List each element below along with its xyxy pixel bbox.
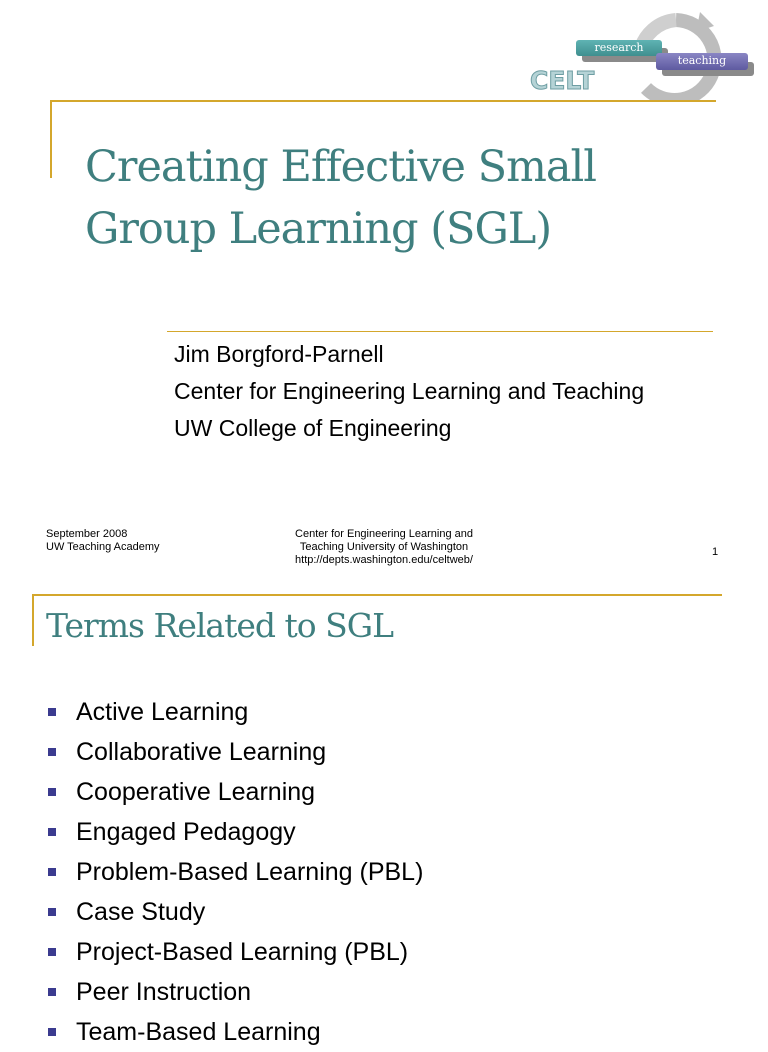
list-item	[48, 852, 423, 892]
term-label: Collaborative Learning	[76, 738, 327, 766]
square-bullet-icon	[48, 1028, 56, 1036]
slide-title	[85, 136, 705, 260]
footer-date: September 2008	[46, 528, 128, 540]
term-label: Active Learning	[76, 698, 249, 726]
footer-org-line-1: Center for Engineering Learning and	[295, 528, 473, 540]
teaching-tag: teaching	[656, 53, 748, 70]
footer-event: UW Teaching Academy	[46, 541, 160, 553]
list-item	[48, 932, 423, 972]
list-item	[48, 892, 423, 932]
terms-list	[48, 692, 423, 1052]
square-bullet-icon	[48, 788, 56, 796]
footer-url: http://depts.washington.edu/celtweb/	[295, 554, 473, 566]
term-label: Case Study	[76, 898, 206, 926]
square-bullet-icon	[48, 748, 56, 756]
author-name: Jim Borgford-Parnell	[174, 341, 384, 367]
logo-wordmark: CELT	[530, 66, 595, 95]
footer-left	[46, 528, 160, 554]
footer-center	[284, 528, 484, 567]
term-label: Engaged Pedagogy	[76, 818, 296, 846]
square-bullet-icon	[48, 708, 56, 716]
slide2-left-rule	[32, 594, 34, 646]
list-item	[48, 812, 423, 852]
slide-2	[0, 580, 768, 1046]
footer-org-line-2: Teaching University of Washington	[299, 541, 469, 553]
affiliation-college: UW College of Engineering	[174, 415, 452, 441]
square-bullet-icon	[48, 868, 56, 876]
list-item	[48, 972, 423, 1012]
slide2-top-rule	[32, 594, 722, 596]
square-bullet-icon	[48, 828, 56, 836]
term-label: Problem-Based Learning (PBL)	[76, 858, 424, 886]
list-item	[48, 1012, 423, 1052]
title-left-rule	[50, 100, 52, 178]
affiliation-center: Center for Engineering Learning and Teaching	[174, 378, 645, 404]
title-line-2: Group Learning (SGL)	[85, 204, 552, 254]
author-block	[174, 336, 644, 447]
title-top-rule	[50, 100, 716, 102]
title-line-1: Creating Effective Small	[85, 142, 597, 192]
term-label: Peer Instruction	[76, 978, 252, 1006]
term-label: Team-Based Learning	[76, 1018, 321, 1046]
celt-logo	[528, 10, 760, 102]
square-bullet-icon	[48, 948, 56, 956]
list-item	[48, 692, 423, 732]
page-number: 1	[712, 546, 719, 558]
term-label: Project-Based Learning (PBL)	[76, 938, 409, 966]
square-bullet-icon	[48, 908, 56, 916]
slide2-title: Terms Related to SGL	[46, 606, 393, 645]
list-item	[48, 732, 423, 772]
list-item	[48, 772, 423, 812]
research-tag: research	[576, 40, 662, 56]
term-label: Cooperative Learning	[76, 778, 316, 806]
subtitle-rule	[167, 331, 713, 332]
square-bullet-icon	[48, 988, 56, 996]
